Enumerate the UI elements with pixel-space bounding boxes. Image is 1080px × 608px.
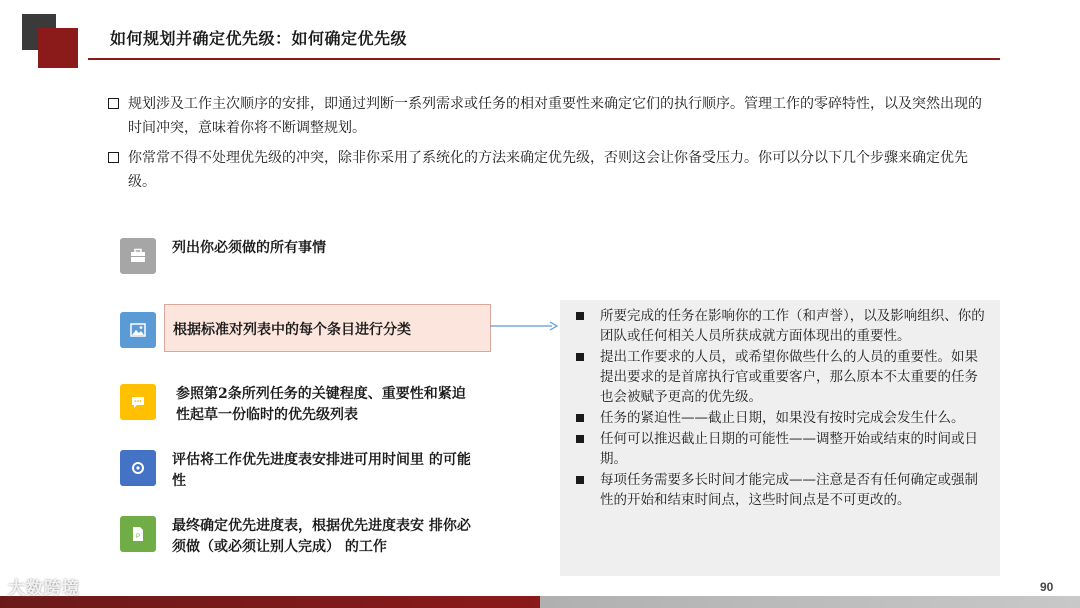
step-4 [120,450,500,500]
criteria-item: 所要完成的任务在影响你的工作（和声誉），以及影响组织、你的团队或任何相关人员所获成就方面体现出的重要性。 [572,306,986,346]
checkbox-bullet-icon [108,152,119,163]
page-number: 90 [1040,580,1054,594]
location-icon [120,450,156,486]
briefcase-icon [120,238,156,274]
svg-text:P: P [136,534,141,540]
document-icon [120,516,156,552]
watermark-logo: 大数跨境 [8,579,80,598]
arrow-icon [490,318,560,334]
image-icon [120,312,156,348]
criteria-item: 任务的紧迫性——截止日期，如果没有按时完成会发生什么。 [572,408,986,428]
step-label: 最终确定优先进度表，根据优先进度表安 排你必须做（或必须让别人完成） 的工作 [172,518,471,555]
step-label: 根据标准对列表中的每个条目进行分类 [173,322,411,338]
footer-bar [0,596,1080,608]
intro-bullet-2: 你常常不得不处理优先级的冲突，除非你采用了系统化的方法来确定优先级，否则这会让你备受压力。你可以分以下几个步骤来确定优先级。 [108,146,988,194]
chat-icon [120,384,156,420]
step-1 [120,238,360,288]
criteria-item: 每项任务需要多长时间才能完成——注意是否有任何确定或强制性的开始和结束时间点，这些时间点是不可更改的。 [572,470,986,510]
step-5 [120,516,500,580]
criteria-panel [560,300,1000,576]
intro-bullet-1: 规划涉及工作主次顺序的安排，即通过判断一系列需求或任务的相对重要性来确定它们的执行顺序。管理工作的零碎特性，以及突然出现的时间冲突，意味着你将不断调整规划。 [108,92,988,140]
criteria-item: 提出工作要求的人员，或希望你做些什么的人员的重要性。如果提出要求的是首席执行官或重要客户，那么原本不太重要的任务也会被赋予更高的优先级。 [572,347,986,407]
step-label: 评估将工作优先进度表安排进可用时间里 的可能性 [172,452,471,489]
slide-title: 如何规划并确定优先级：如何确定优先级 [110,29,408,48]
checkbox-bullet-icon [108,98,119,109]
criteria-item: 任何可以推迟截止日期的可能性——调整开始或结束的时间或日期。 [572,429,986,469]
step-2-highlight-box [164,304,491,352]
title-divider [88,58,1000,60]
step-label: 列出你必须做的所有事情 [172,240,326,256]
step-label: 参照第2条所列任务的关键程度、重要性和紧迫性起草一份临时的优先级列表 [176,386,466,423]
step-3 [120,384,500,434]
header-decoration-red [38,28,78,68]
